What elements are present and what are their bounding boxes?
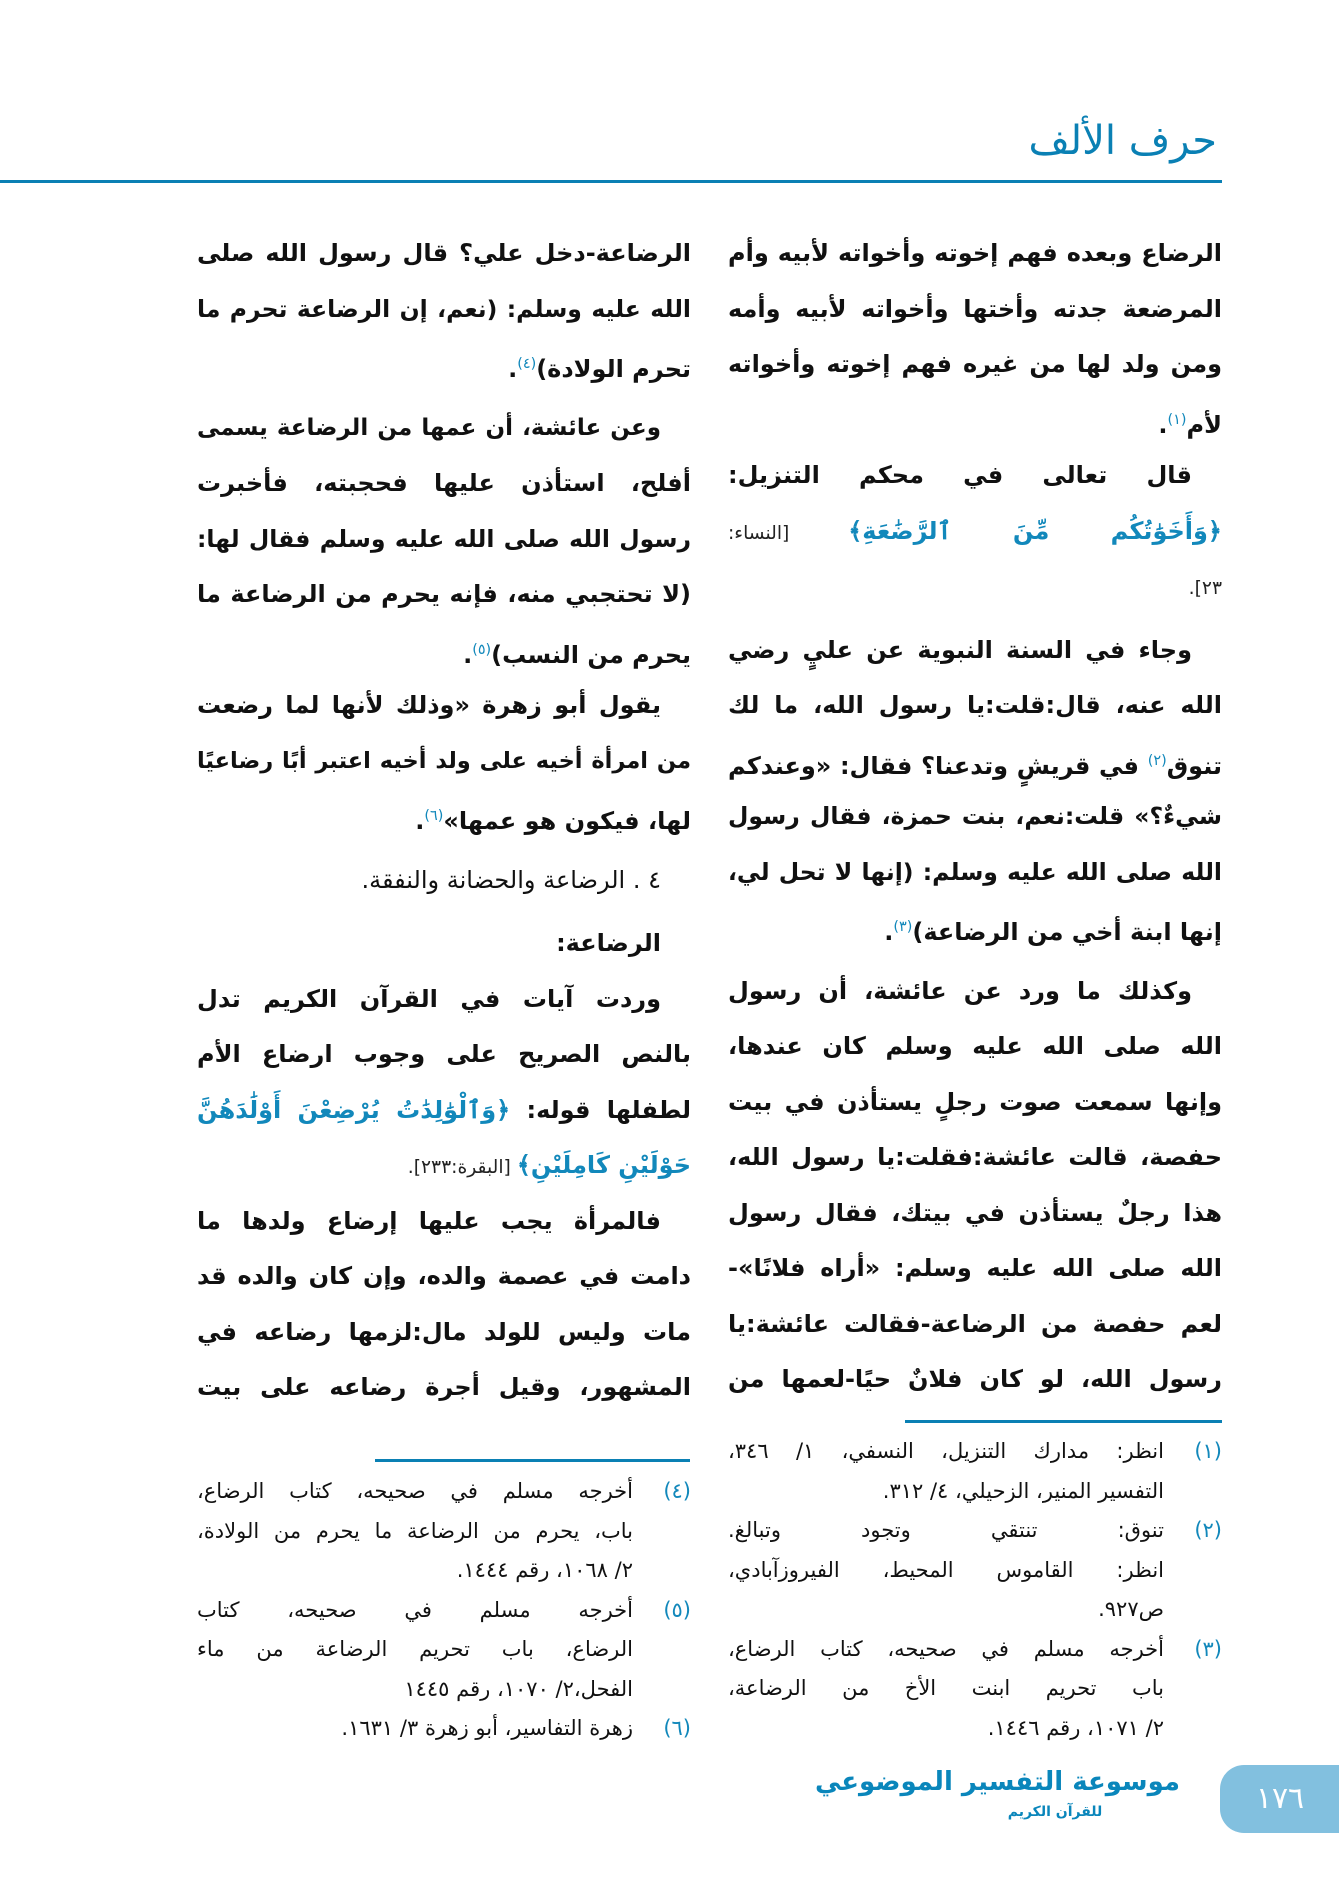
footnote-marker[interactable]: (١)	[1167, 411, 1187, 428]
text-line	[728, 845, 1222, 901]
body-text: من امرأة أخيه على ولد أخيه اعتبر أبًا رضاعيًا	[197, 747, 691, 774]
body-text: بالنص الصريح على وجوب ارضاع الأم	[197, 1040, 691, 1068]
footnote-text: تنوق: تنتقي وتجود وتبالغ.	[728, 1518, 1164, 1542]
text-line	[197, 1194, 691, 1250]
text-line	[197, 734, 691, 790]
text-line	[728, 1241, 1222, 1297]
text-line	[197, 282, 691, 338]
body-text: الله عليه وسلم: (نعم، إن الرضاعة تحرم ما	[197, 294, 691, 323]
logo-subtitle: للقرآن الكريم	[1007, 1804, 1103, 1820]
body-text: رسول الله، لو كان فلانٌ حيًا-لعمها من	[728, 1365, 1222, 1393]
header-divider	[0, 180, 1222, 183]
text-line	[728, 734, 1222, 790]
footnotes-right	[728, 1432, 1222, 1748]
footnote-number: (٤)	[663, 1479, 691, 1503]
footnote-marker[interactable]: (٤)	[517, 356, 537, 372]
footnote	[728, 1511, 1222, 1630]
footnote-text: باب، يحرم من الرضاعة ما يحرم من الولادة،	[197, 1518, 633, 1543]
text-line	[197, 853, 691, 909]
body-text: حفصة، قالت عائشة:فقلت:يا رسول الله،	[728, 1143, 1222, 1171]
text-column-right	[728, 226, 1222, 1408]
text-line	[728, 1019, 1222, 1075]
text-line	[197, 226, 691, 282]
verse-reference: ٢٣].	[1188, 578, 1222, 599]
footnote-marker[interactable]: (٢)	[1147, 752, 1167, 769]
section-title: حرف الألف	[1028, 118, 1217, 164]
text-line	[728, 1297, 1222, 1353]
footnote-number: (٣)	[1194, 1636, 1222, 1661]
footnote-text: ص٩٢٧.	[1098, 1597, 1164, 1621]
body-text: الله صلى الله عليه وسلم: (إنها لا تحل لي،	[728, 857, 1222, 886]
body-text: لأم	[1186, 410, 1222, 439]
text-line	[728, 900, 1222, 956]
text-line	[197, 1360, 691, 1416]
body-text: .	[463, 640, 473, 669]
text-line	[197, 916, 691, 972]
text-line	[197, 1138, 691, 1194]
footnote-text: أخرجه مسلم في صحيحه، كتاب	[197, 1597, 633, 1622]
text-line	[728, 504, 1222, 560]
publisher-logo	[814, 1762, 1180, 1822]
text-line	[197, 678, 691, 734]
text-line	[197, 401, 691, 457]
footnote-text: التفسير المنير، الزحيلي، ٤/ ٣١٢.	[882, 1478, 1164, 1503]
body-text: وردت آيات في القرآن الكريم تدل	[197, 984, 661, 1013]
footnote-marker[interactable]: (٦)	[424, 808, 444, 824]
text-line	[728, 1186, 1222, 1242]
body-text: الله صلى الله عليه وسلم: «أراه فلانًا»-	[728, 1254, 1222, 1282]
text-line	[728, 559, 1222, 615]
body-text: وإنها سمعت صوت رجلٍ يستأذن في بيت	[728, 1087, 1222, 1116]
text-line	[197, 789, 691, 845]
body-text: شيءٌ؟» قلت:نعم، بنت حمزة، فقال رسول	[728, 802, 1222, 830]
text-column-left	[197, 226, 691, 1416]
text-line	[728, 789, 1222, 845]
text-line	[197, 1083, 691, 1139]
quran-verse: ﴿وَأَخَوَٰتُكُم مِّنَ ٱلرَّضَٰعَةِ﴾	[848, 516, 1222, 545]
text-line	[197, 337, 691, 393]
footnote	[728, 1432, 1222, 1511]
body-text: وكذلك ما ورد عن عائشة، أن رسول	[728, 976, 1192, 1005]
body-text: الرضاعة-دخل علي؟ قال رسول الله صلى	[197, 239, 691, 267]
body-text: الرضاعة:	[556, 929, 661, 957]
body-text: هذا رجلٌ يستأذن في بيتك، فقال رسول	[728, 1198, 1222, 1227]
text-line	[728, 678, 1222, 734]
section-heading: ٤ . الرضاعة والحضانة والنفقة.	[361, 865, 661, 894]
text-line	[728, 1352, 1222, 1408]
body-text: .	[1158, 410, 1168, 439]
text-line	[197, 456, 691, 512]
quran-verse: حَوْلَيْنِ كَامِلَيْنِ﴾	[516, 1151, 691, 1179]
body-text: .	[415, 807, 425, 835]
text-line	[728, 1130, 1222, 1186]
footnote	[197, 1709, 691, 1749]
body-text: قال تعالى في محكم التنزيل:	[728, 461, 1192, 489]
body-text: أفلح، استأذن عليها فحجبته، فأخبرت	[197, 469, 691, 497]
footnote	[197, 1591, 691, 1710]
footnote-marker[interactable]: (٣)	[893, 919, 913, 935]
text-line	[728, 964, 1222, 1020]
text-line	[197, 567, 691, 623]
footnote	[197, 1472, 691, 1591]
text-line	[728, 337, 1222, 393]
logo-title: موسوعة التفسير الموضوعي	[814, 1767, 1180, 1797]
body-text: الله عنه، قال:قلت:يا رسول الله، ما لك	[728, 691, 1222, 719]
body-text: رسول الله صلى الله عليه وسلم فقال لها:	[197, 524, 691, 553]
body-text: مات وليس للولد مال:لزمها رضاعه في	[197, 1317, 691, 1346]
body-text: (لا تحتجبي منه، فإنه يحرم من الرضاعة ما	[197, 580, 691, 608]
text-line	[197, 1305, 691, 1361]
footnote-marker[interactable]: (٥)	[472, 641, 492, 658]
body-text: دامت في عصمة والده، وإن كان والده قد	[197, 1262, 691, 1290]
footnote-text: الفحل،٢/ ١٠٧٠، رقم ١٤٤٥	[404, 1676, 633, 1701]
text-line	[728, 623, 1222, 679]
body-text: لطفلها قوله:	[510, 1095, 692, 1124]
footnote-text: ٢/ ١٠٦٨، رقم ١٤٤٤.	[456, 1558, 633, 1582]
footnote-text: ٢/ ١٠٧١، رقم ١٤٤٦.	[987, 1715, 1164, 1740]
text-line	[728, 282, 1222, 338]
footnote-text: الرضاع، باب تحريم الرضاعة من ماء	[197, 1637, 633, 1661]
body-text: الله صلى الله عليه وسلم كان عندها،	[728, 1032, 1222, 1060]
body-text: المشهور، وقيل أجرة رضاعه على بيت	[197, 1373, 691, 1401]
body-text: إنها ابنة أخي من الرضاعة)	[912, 918, 1222, 946]
body-text: يقول أبو زهرة «وذلك لأنها لما رضعت	[197, 691, 661, 719]
body-text: تحرم الولادة)	[536, 355, 691, 383]
text-line	[197, 1027, 691, 1083]
text-line	[197, 1249, 691, 1305]
footnote-number: (٦)	[663, 1716, 691, 1740]
footnote-number: (١)	[1194, 1439, 1222, 1463]
footnote-text: انظر: مدارك التنزيل، النسفي، ١/ ٣٤٦،	[728, 1439, 1164, 1463]
body-text: .	[508, 355, 518, 383]
body-text: الرضاع وبعده فهم إخوته وأخواته لأبيه وأم	[728, 239, 1222, 267]
footnote-number: (٢)	[1194, 1518, 1222, 1542]
text-line	[728, 393, 1222, 449]
body-text: .	[884, 918, 894, 946]
footnote-text: باب تحريم ابنت الأخ من الرضاعة،	[728, 1676, 1164, 1700]
text-line	[197, 972, 691, 1028]
body-text: المرضعة جدته وأختها وأخواته لأبيه وأمه	[728, 294, 1222, 323]
body-text: تنوق	[1166, 751, 1222, 780]
text-line	[197, 512, 691, 568]
footnote-text: أخرجه مسلم في صحيحه، كتاب الرضاع،	[728, 1636, 1164, 1661]
body-text: لها، فيكون هو عمها»	[443, 807, 691, 835]
footnote-number: (٥)	[663, 1597, 691, 1622]
body-text: وجاء في السنة النبوية عن عليٍ رضي	[728, 635, 1192, 664]
body-text: لعم حفصة من الرضاعة-فقالت عائشة:يا	[728, 1309, 1222, 1338]
body-text: يحرم من النسب)	[491, 640, 691, 669]
text-line	[728, 448, 1222, 504]
footnote	[728, 1630, 1222, 1749]
quran-verse: ﴿وَٱلْوَٰلِدَٰتُ يُرْضِعْنَ أَوْلَٰدَهُنَّ	[197, 1095, 511, 1124]
footnote-text: أخرجه مسلم في صحيحه، كتاب الرضاع،	[197, 1479, 633, 1503]
text-line	[197, 623, 691, 679]
footnote-divider	[905, 1420, 1222, 1423]
footnote-divider	[375, 1459, 690, 1462]
footnote-text: انظر: القاموس المحيط، الفيروزآبادي،	[728, 1557, 1164, 1582]
text-line	[728, 1075, 1222, 1131]
footnotes-left	[197, 1472, 691, 1749]
body-text: فالمرأة يجب عليها إرضاع ولدها ما	[197, 1206, 661, 1235]
verse-reference: [البقرة:٢٣٣].	[407, 1157, 517, 1178]
text-line	[728, 226, 1222, 282]
verse-reference: [النساء:	[728, 522, 849, 544]
body-text: في قريشٍ وتدعنا؟ فقال: «وعندكم	[728, 751, 1148, 780]
footnote-text: زهرة التفاسير، أبو زهرة ٣/ ١٦٣١.	[341, 1716, 633, 1740]
body-text: وعن عائشة، أن عمها من الرضاعة يسمى	[197, 414, 661, 441]
page-number: ١٧٦	[1220, 1765, 1339, 1833]
body-text: ومن ولد لها من غيره فهم إخوته وأخواته	[728, 350, 1222, 378]
